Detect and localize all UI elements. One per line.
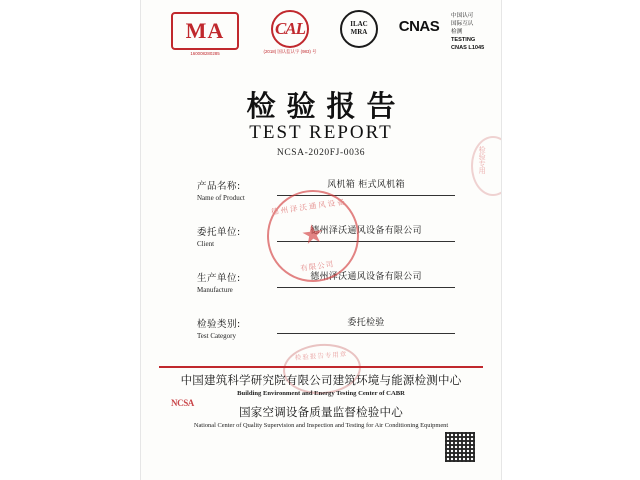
field-label-en: Test Category: [197, 332, 236, 340]
footer-org-en: Building Environment and Energy Testing Center of CABR: [237, 390, 405, 397]
report-number: NCSA-2020FJ-0036: [276, 148, 366, 158]
cnas-mark-symbol: CNAS: [398, 18, 440, 35]
page-margin-right: [500, 0, 640, 480]
company-seal-top-text: 德州泽沃通风设备: [270, 197, 348, 217]
report-title-cn: 检验报告: [246, 89, 407, 123]
field-row: [197, 316, 455, 362]
ilac-mark-symbol: [340, 10, 378, 48]
field-value-manufacture: 德州泽沃通风设备有限公司: [277, 270, 455, 288]
certification-marks: [165, 10, 485, 68]
field-label-en: Manufacture: [197, 286, 233, 294]
field-label-en: Client: [197, 240, 215, 248]
certificate-sheet: [140, 0, 502, 480]
field-label-cn: 生产单位:: [197, 273, 241, 284]
footer-block: [141, 372, 501, 429]
edge-seal-stamp: [471, 136, 502, 196]
company-seal-bottom-text: 有限公司: [299, 259, 335, 274]
field-label-cn: 委托单位:: [197, 227, 241, 238]
field-label-cn: 产品名称:: [197, 181, 241, 192]
field-row: [197, 270, 455, 316]
ma-mark: [165, 12, 245, 57]
edge-seal-text: 检验专用: [478, 146, 487, 174]
field-label-test-category: [197, 316, 275, 340]
field-row: [197, 178, 455, 224]
field-label-client: [197, 224, 275, 248]
report-fields: [197, 178, 455, 362]
field-value-client: 德州泽沃通风设备有限公司: [277, 224, 455, 242]
field-label-en: Name of Product: [197, 194, 245, 202]
footer-divider: [159, 366, 483, 368]
qr-code: [445, 432, 475, 462]
ilac-mark-line2: MRA: [350, 28, 368, 36]
report-seal-text: 检验报告专用章: [294, 350, 348, 362]
field-label-product: [197, 178, 275, 202]
footer-center-cn: 国家空调设备质量监督检验中心: [239, 405, 403, 419]
cnas-mark: [389, 18, 449, 35]
cnas-info-line-3: 检测: [451, 29, 463, 36]
field-value-product: 风机箱 柜式风机箱: [277, 178, 455, 196]
cnas-info-line-4: TESTING: [451, 37, 476, 44]
ma-mark-code: 160008280285: [190, 51, 220, 56]
cnas-info-line-2: 国际互认: [451, 21, 474, 28]
cal-mark-symbol: CAL: [271, 10, 309, 48]
ncsa-logo: NCSA: [171, 398, 194, 408]
footer-org-cn: 中国建筑科学研究院有限公司建筑环境与能源检测中心: [180, 373, 462, 387]
cal-mark-code: (2018) 国认监认字 (983) 号: [263, 49, 317, 54]
field-value-test-category: 委托检验: [277, 316, 455, 334]
page-margin-left: [0, 0, 140, 480]
cnas-info-line-1: 中国认可: [451, 13, 474, 19]
report-title-en: TEST REPORT: [249, 122, 393, 143]
field-label-manufacture: [197, 270, 275, 294]
footer-center-en: National Center of Quality Supervision and Inspection and Testing for Air Conditioning Equipment: [193, 422, 449, 429]
cnas-mark-info: [451, 12, 502, 53]
field-row: [197, 224, 455, 270]
cnas-info-line-5: CNAS L1045: [451, 45, 485, 52]
cal-mark: [253, 10, 327, 55]
star-icon: ★: [299, 218, 327, 251]
field-label-cn: 检验类别:: [197, 319, 241, 330]
ma-mark-symbol: MA: [171, 12, 239, 50]
ilac-mra-mark: [331, 10, 387, 48]
ilac-mark-line1: ILAC: [350, 20, 368, 29]
